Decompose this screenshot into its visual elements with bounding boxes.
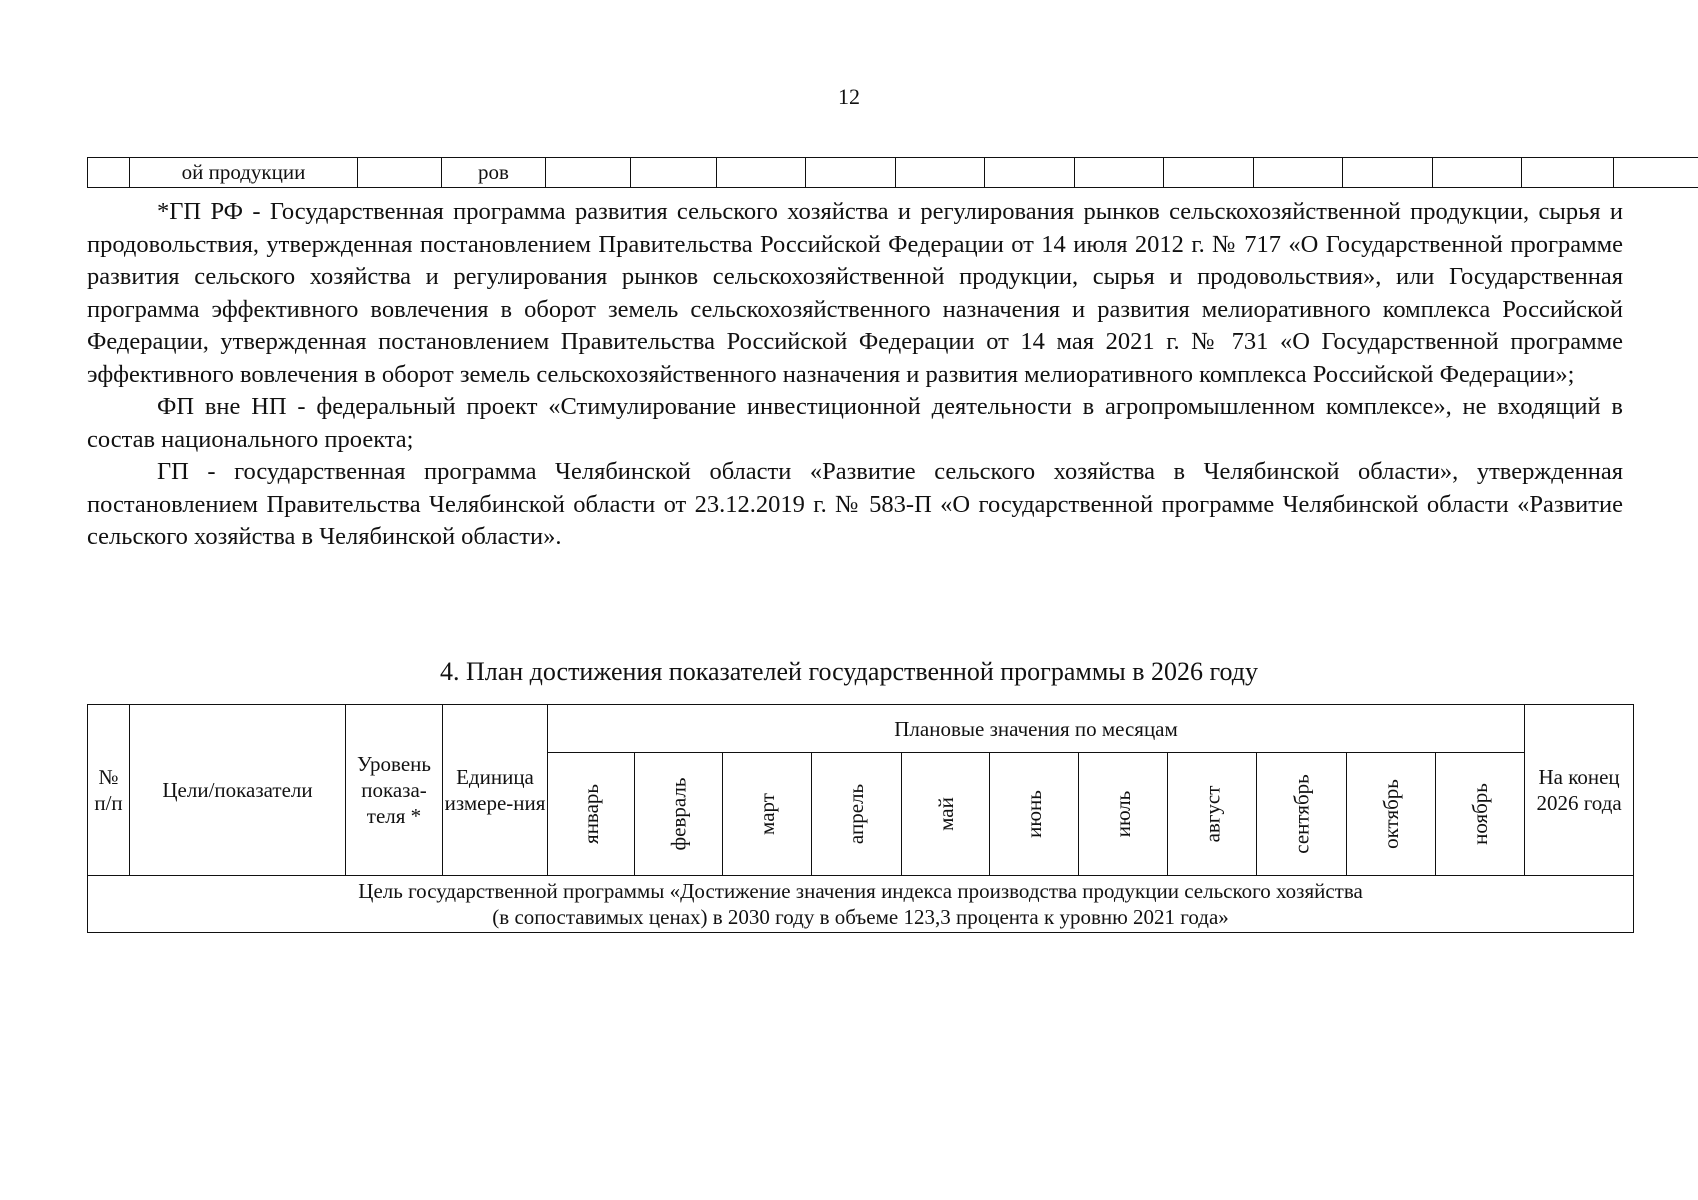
table-cell xyxy=(1433,158,1522,188)
month-header xyxy=(723,753,812,876)
table-cell xyxy=(358,158,442,188)
footnote-gp-rf: *ГП РФ - Государственная программа развития сельского хозяйства и регулирования рынков сельскохозяйственной продукции, сырья и продовольствия, утвержденная постановлением Правительства Российской Федерации от 14 июля 2012 г. № 717 «О Государственной программе развития сельского хозяйства и регулирования рынков сельскохозяйственной продукции, сырья и продовольствия», или Государственная программа эффективного вовлечения в оборот земель сельскохозяйственного назначения и развития мелиоративного комплекса Российской Федерации, утвержденная постановлением Правительства Российской Федерации от 14 мая 2021 г. № 731 «О Государственной программе эффективного вовлечения в оборот земель сельскохозяйственного назначения и развития мелиоративного комплекса Российской Федерации»; xyxy=(87,198,1623,388)
table-cell xyxy=(717,158,806,188)
table-cell xyxy=(88,158,130,188)
month-label: сентябрь xyxy=(1289,774,1314,854)
table-cell xyxy=(1075,158,1164,188)
plan-table xyxy=(87,704,1634,933)
month-header xyxy=(1168,753,1257,876)
month-label: февраль xyxy=(666,777,691,851)
month-header xyxy=(1079,753,1168,876)
month-label: август xyxy=(1199,785,1224,843)
month-header xyxy=(990,753,1079,876)
footnotes xyxy=(87,196,1623,554)
continued-table-fragment xyxy=(87,157,1698,188)
month-header xyxy=(1347,753,1436,876)
month-header xyxy=(902,753,990,876)
table-header-row xyxy=(88,705,1634,753)
table-cell xyxy=(985,158,1075,188)
month-label: май xyxy=(933,797,958,831)
col-header-unit: Единица измере-ния xyxy=(443,705,548,876)
table-cell xyxy=(806,158,896,188)
month-header xyxy=(812,753,902,876)
footnote-fp: ФП вне НП - федеральный проект «Стимулирование инвестиционной деятельности в агропромышленном комплексе», не входящий в состав национального проекта; xyxy=(87,393,1623,453)
goal-text-line: Цель государственной программы «Достижение значения индекса производства продукции сельского хозяйства xyxy=(358,879,1363,903)
col-header-goals: Цели/показатели xyxy=(130,705,346,876)
month-label: март xyxy=(755,793,779,835)
month-label: июнь xyxy=(1022,790,1046,838)
month-label: октябрь xyxy=(1379,779,1403,849)
table-cell xyxy=(1522,158,1614,188)
goal-row xyxy=(88,876,1634,933)
goal-cell xyxy=(88,876,1634,933)
table-cell: ой продукции xyxy=(130,158,358,188)
month-header xyxy=(1257,753,1347,876)
month-label: ноябрь xyxy=(1468,783,1493,845)
month-header xyxy=(635,753,723,876)
month-header xyxy=(548,753,635,876)
col-header-year-end: На конец 2026 года xyxy=(1525,705,1634,876)
page-number: 12 xyxy=(838,84,860,109)
col-header-level: Уровень показа-теля * xyxy=(346,705,443,876)
table-cell xyxy=(1614,158,1698,188)
table-cell xyxy=(1343,158,1433,188)
col-header-monthly: Плановые значения по месяцам xyxy=(548,705,1525,753)
table-cell: ров xyxy=(442,158,546,188)
section-title: 4. План достижения показателей государственной программы в 2026 году xyxy=(439,657,1259,686)
table-cell xyxy=(546,158,631,188)
month-label: апрель xyxy=(844,783,869,845)
table-row xyxy=(88,158,1698,188)
table-cell xyxy=(1164,158,1254,188)
table-cell xyxy=(1254,158,1343,188)
goal-text-line: (в сопоставимых ценах) в 2030 году в объеме 123,3 процента к уровню 2021 года» xyxy=(492,905,1229,929)
month-header xyxy=(1436,753,1525,876)
footnote-gp: ГП - государственная программа Челябинской области «Развитие сельского хозяйства в Челябинской области», утвержденная постановлением Правительства Челябинской области от 23.12.2019 г. № 583-П «О государственной программе Челябинской области «Развитие сельского хозяйства в Челябинской области». xyxy=(87,458,1623,550)
col-header-number: № п/п xyxy=(88,705,130,876)
table-cell xyxy=(631,158,717,188)
table-cell xyxy=(896,158,985,188)
month-label: июль xyxy=(1111,790,1135,838)
month-label: январь xyxy=(579,784,603,844)
